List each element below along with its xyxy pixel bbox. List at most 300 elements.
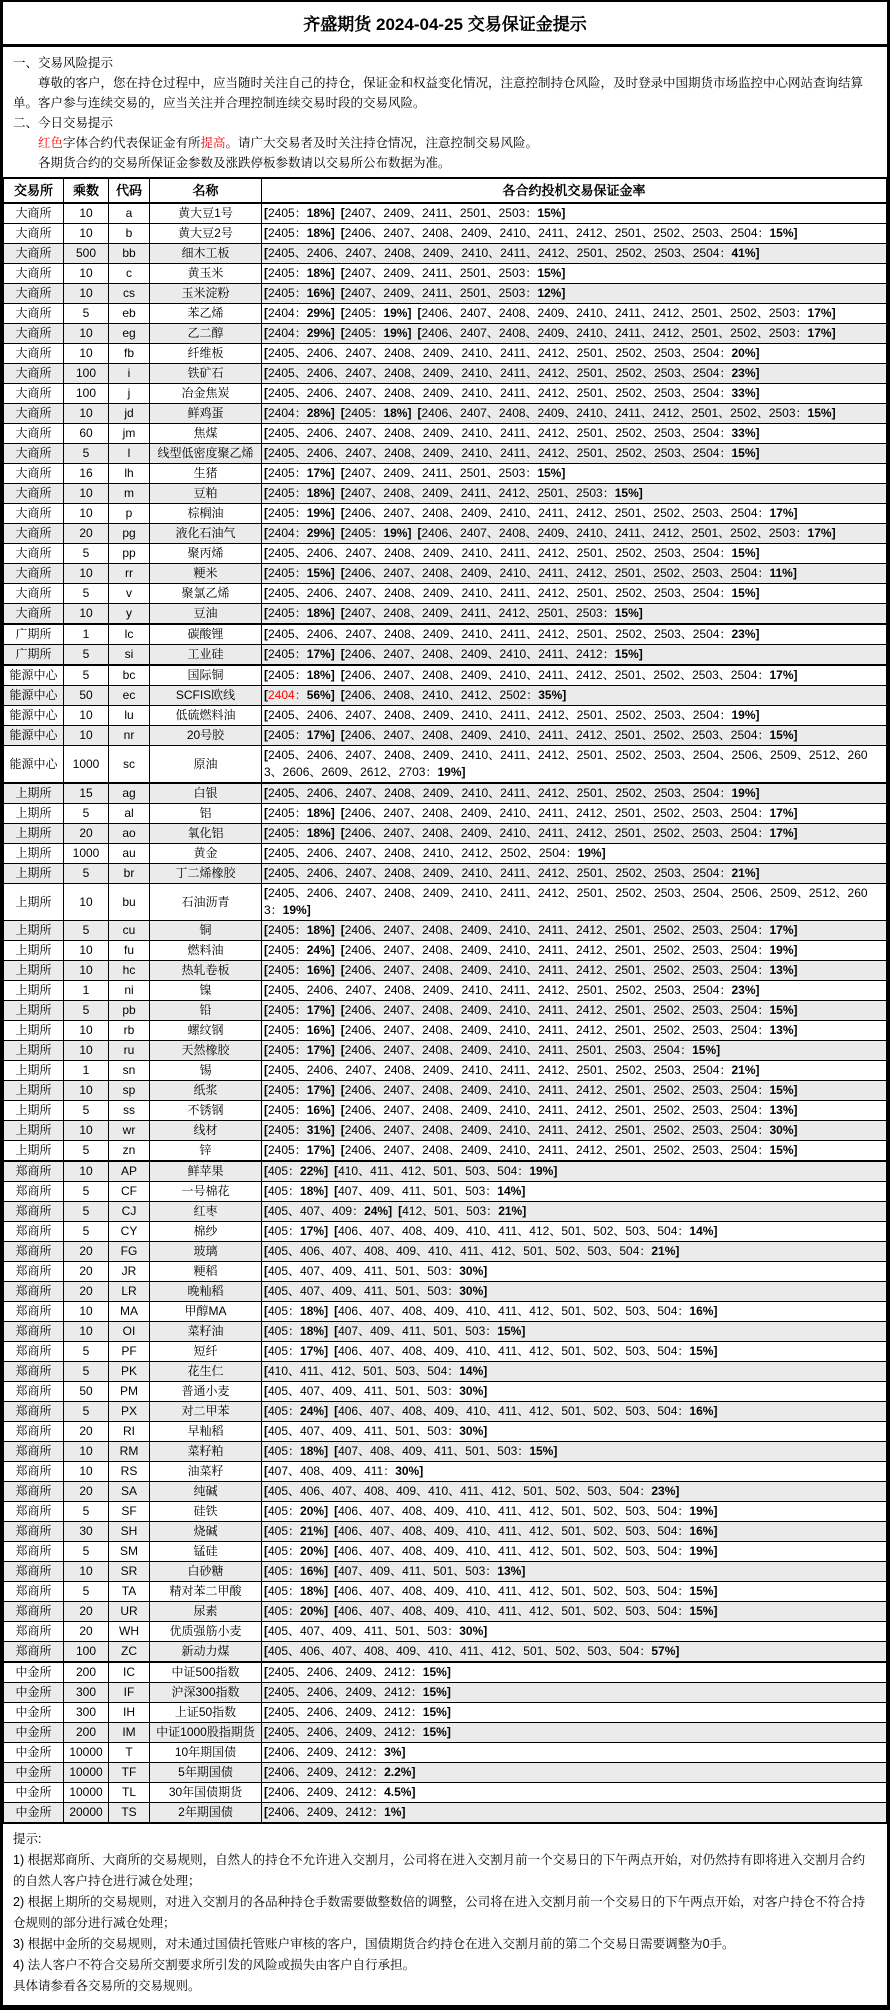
rate-segment: [2407、2409、2411、2501、2503：15%] — [340, 206, 566, 220]
exchange-cell: 上期所 — [4, 1061, 64, 1081]
code-cell: cu — [109, 921, 150, 941]
multiplier-cell: 10 — [64, 961, 109, 981]
rate-segment: [2407、2408、2409、2411、2412、2501、2503：15%] — [340, 606, 643, 620]
name-cell: 线材 — [150, 1121, 262, 1141]
rate-segment: [405：18%] — [264, 1184, 329, 1198]
name-cell: 天然橡胶 — [150, 1041, 262, 1061]
code-cell: TL — [109, 1783, 150, 1803]
margin-rates-cell — [262, 604, 887, 625]
margin-rates-cell — [262, 1382, 887, 1402]
margin-rates-cell — [262, 1703, 887, 1723]
rate-segment: [407、409、411、501、503：13%] — [334, 1564, 526, 1578]
rate-segment: [2405：18%] — [264, 206, 335, 220]
rate-segment: [406、407、408、409、410、411、412、501、502、503、504：15%] — [334, 1604, 718, 1618]
multiplier-cell: 5 — [64, 1001, 109, 1021]
exchange-cell: 郑商所 — [4, 1402, 64, 1422]
multiplier-cell: 50 — [64, 686, 109, 706]
name-cell: 黄玉米 — [150, 264, 262, 284]
rate-segment: [2405：17%] — [264, 647, 335, 661]
rate-segment: [405：20%] — [264, 1504, 329, 1518]
exchange-cell: 郑商所 — [4, 1242, 64, 1262]
rate-segment: [2407、2408、2409、2411、2412、2501、2503：15%] — [340, 486, 643, 500]
margin-row-cu — [4, 921, 887, 941]
margin-rates-cell — [262, 504, 887, 524]
multiplier-cell: 10000 — [64, 1743, 109, 1763]
exchange-cell: 郑商所 — [4, 1482, 64, 1502]
margin-rates-cell — [262, 1442, 887, 1462]
name-cell: 早籼稻 — [150, 1422, 262, 1442]
rate-segment: [407、409、411、501、503：15%] — [334, 1324, 526, 1338]
rate-segment: [2404：29%] — [264, 306, 335, 320]
margin-rates-cell — [262, 1322, 887, 1342]
margin-rates-cell — [262, 404, 887, 424]
code-cell: j — [109, 384, 150, 404]
rate-segment: [2405：18%] — [264, 266, 335, 280]
exchange-cell: 上期所 — [4, 1041, 64, 1061]
margin-rates-cell — [262, 645, 887, 666]
rate-segment: [2405：18%] — [340, 406, 412, 420]
margin-rates-cell — [262, 1562, 887, 1582]
tips-notes — [13, 1850, 877, 1976]
name-cell: 硅铁 — [150, 1502, 262, 1522]
name-cell: 细木工板 — [150, 244, 262, 264]
multiplier-cell: 200 — [64, 1662, 109, 1683]
name-cell: 豆粕 — [150, 484, 262, 504]
code-cell: bc — [109, 665, 150, 686]
exchange-cell: 上期所 — [4, 1121, 64, 1141]
rate-segment: [405：18%] — [264, 1584, 329, 1598]
name-cell: 生猪 — [150, 464, 262, 484]
name-cell: 中证1000股指期货 — [150, 1723, 262, 1743]
code-cell: br — [109, 864, 150, 884]
margin-row-FG — [4, 1242, 887, 1262]
exchange-cell: 上期所 — [4, 783, 64, 804]
name-cell: 碳酸锂 — [150, 624, 262, 645]
margin-rates-cell — [262, 264, 887, 284]
name-cell: 一号棉花 — [150, 1182, 262, 1202]
exchange-cell: 郑商所 — [4, 1442, 64, 1462]
multiplier-cell: 20 — [64, 524, 109, 544]
code-cell: ss — [109, 1101, 150, 1121]
name-cell: 黄大豆2号 — [150, 224, 262, 244]
multiplier-cell: 10 — [64, 1442, 109, 1462]
name-cell: 粳米 — [150, 564, 262, 584]
rate-segment: [2405：31%] — [264, 1123, 335, 1137]
rate-segment: [2405、2406、2407、2408、2409、2410、2411、2412、2501、2502、2503、2504：15%] — [264, 446, 760, 460]
margin-rates-cell — [262, 364, 887, 384]
code-cell: l — [109, 444, 150, 464]
name-cell: 冶金焦炭 — [150, 384, 262, 404]
rate-segment: [2407、2409、2411、2501、2503：15%] — [340, 266, 566, 280]
multiplier-cell: 500 — [64, 244, 109, 264]
code-cell: SH — [109, 1522, 150, 1542]
rate-segment: [2406、2407、2408、2409、2410、2411、2412、2501、2502、2503、2504：30%] — [340, 1123, 798, 1137]
name-cell: 纤维板 — [150, 344, 262, 364]
exchange-cell: 大商所 — [4, 504, 64, 524]
exchange-cell: 上期所 — [4, 804, 64, 824]
rate-segment: [2406、2407、2408、2409、2410、2411、2412：15%] — [340, 647, 643, 661]
rate-segment: [2406、2407、2408、2409、2410、2411、2412、2501、2502、2503、2504：17%] — [340, 506, 798, 520]
rate-segment: [2405：16%] — [264, 286, 335, 300]
exchange-cell: 能源中心 — [4, 686, 64, 706]
code-cell: SM — [109, 1542, 150, 1562]
exchange-cell: 中金所 — [4, 1683, 64, 1703]
margin-row-y — [4, 604, 887, 625]
margin-rates-cell — [262, 1422, 887, 1442]
exchange-cell: 大商所 — [4, 324, 64, 344]
multiplier-cell: 5 — [64, 665, 109, 686]
rate-segment: [2406、2407、2408、2409、2410、2411、2412、2501、2502、2503、2504：17%] — [340, 923, 798, 937]
code-cell: lu — [109, 706, 150, 726]
rate-segment: [2406、2407、2408、2409、2410、2411、2412、2501、2502、2503：17%] — [417, 526, 836, 540]
margin-row-jm — [4, 424, 887, 444]
multiplier-cell: 5 — [64, 1362, 109, 1382]
margin-row-ru — [4, 1041, 887, 1061]
multiplier-cell: 10 — [64, 1322, 109, 1342]
margin-row-pg — [4, 524, 887, 544]
name-cell: 油菜籽 — [150, 1462, 262, 1482]
margin-row-JR — [4, 1262, 887, 1282]
margin-rates-cell — [262, 384, 887, 404]
margin-rates-cell — [262, 1402, 887, 1422]
name-cell: 烧碱 — [150, 1522, 262, 1542]
margin-rates-cell — [262, 344, 887, 364]
name-cell: 精对苯二甲酸 — [150, 1582, 262, 1602]
exchange-cell: 中金所 — [4, 1723, 64, 1743]
margin-row-rr — [4, 564, 887, 584]
margin-rates-cell — [262, 1101, 887, 1121]
margin-row-fb — [4, 344, 887, 364]
exchange-cell: 中金所 — [4, 1662, 64, 1683]
margin-rates-cell — [262, 941, 887, 961]
margin-rates-cell — [262, 1182, 887, 1202]
exchange-cell: 能源中心 — [4, 726, 64, 746]
margin-rates-cell — [262, 824, 887, 844]
exchange-cell: 大商所 — [4, 244, 64, 264]
multiplier-cell: 20000 — [64, 1803, 109, 1824]
margin-row-PF — [4, 1342, 887, 1362]
exchange-cell: 上期所 — [4, 824, 64, 844]
multiplier-cell: 1000 — [64, 844, 109, 864]
name-cell: 丁二烯橡胶 — [150, 864, 262, 884]
name-cell: 短纤 — [150, 1342, 262, 1362]
name-cell: 棕榈油 — [150, 504, 262, 524]
rate-segment: [2407、2409、2411、2501、2503：15%] — [340, 466, 566, 480]
code-cell: sp — [109, 1081, 150, 1101]
margin-row-CY — [4, 1222, 887, 1242]
rate-segment: [405：20%] — [264, 1544, 329, 1558]
margin-row-AP — [4, 1161, 887, 1182]
rate-segment: [2406、2407、2408、2409、2410、2411、2412、2501、2502、2503、2504：13%] — [340, 1103, 798, 1117]
rate-segment: [2405：18%] — [264, 226, 335, 240]
margin-rates-cell — [262, 1803, 887, 1824]
name-cell: 普通小麦 — [150, 1382, 262, 1402]
name-cell: 甲醇MA — [150, 1302, 262, 1322]
margin-row-IF — [4, 1683, 887, 1703]
margin-rates-cell — [262, 1522, 887, 1542]
tips-note-4: 4) 法人客户不符合交易所交割要求所引发的风险或损失由客户自行承担。 — [13, 1958, 416, 1972]
margin-row-cs — [4, 284, 887, 304]
code-cell: pp — [109, 544, 150, 564]
exchange-cell: 上期所 — [4, 1141, 64, 1162]
multiplier-cell: 200 — [64, 1723, 109, 1743]
multiplier-cell: 300 — [64, 1703, 109, 1723]
rate-segment: [2405、2406、2409、2412：15%] — [264, 1665, 451, 1679]
code-cell: a — [109, 203, 150, 224]
name-cell: 聚氯乙烯 — [150, 584, 262, 604]
rate-segment: [412、501、503：21%] — [398, 1204, 527, 1218]
rate-segment: [2406、2407、2408、2409、2410、2411、2412、2501、2502、2503、2504：13%] — [340, 1023, 798, 1037]
tips-note-1: 1) 根据郑商所、大商所的交易规则，自然人的持仓不允许进入交割月，公司将在进入交割月前一个交易日的下午两点开始，对仍然持有即将进入交割月合约的自然人客户持仓进行减仓处理； — [13, 1853, 866, 1888]
multiplier-cell: 10 — [64, 344, 109, 364]
code-cell: sn — [109, 1061, 150, 1081]
multiplier-cell: 10 — [64, 564, 109, 584]
name-cell: 液化石油气 — [150, 524, 262, 544]
rate-segment: [2405：24%] — [264, 943, 335, 957]
margin-rates-cell — [262, 1141, 887, 1162]
margin-row-ni — [4, 981, 887, 1001]
multiplier-cell: 20 — [64, 1262, 109, 1282]
rate-segment: [2405、2406、2407、2408、2409、2410、2411、2412、2501、2502、2503、2504：23%] — [264, 366, 760, 380]
code-cell: CF — [109, 1182, 150, 1202]
margin-rates-cell — [262, 1362, 887, 1382]
margin-row-bu — [4, 884, 887, 921]
code-cell: bu — [109, 884, 150, 921]
margin-rates-cell — [262, 1242, 887, 1262]
code-cell: au — [109, 844, 150, 864]
margin-row-CJ — [4, 1202, 887, 1222]
tips-closing: 具体请参看各交易所的交易规则。 — [13, 1979, 201, 1993]
multiplier-cell: 10 — [64, 324, 109, 344]
margin-rates-cell — [262, 1582, 887, 1602]
rate-segment: [2405、2406、2407、2408、2409、2410、2411、2412、2501、2502、2503、2504：21%] — [264, 1063, 760, 1077]
code-cell: jm — [109, 424, 150, 444]
multiplier-cell: 10 — [64, 604, 109, 625]
margin-row-eg — [4, 324, 887, 344]
multiplier-cell: 10 — [64, 1021, 109, 1041]
rate-segment: [406、407、408、409、410、411、412、501、502、503、504：19%] — [334, 1504, 718, 1518]
rate-segment: [406、407、408、409、410、411、412、501、502、503、504：16%] — [334, 1524, 718, 1538]
margin-row-IC — [4, 1662, 887, 1683]
code-cell: T — [109, 1743, 150, 1763]
code-cell: fb — [109, 344, 150, 364]
rate-segment: [405、406、407、408、409、410、411、412、501、502、503、504：21%] — [264, 1244, 680, 1258]
multiplier-cell: 5 — [64, 304, 109, 324]
rate-segment: [2405：15%] — [264, 566, 335, 580]
code-cell: rb — [109, 1021, 150, 1041]
name-cell: 铝 — [150, 804, 262, 824]
rate-segment: [2406、2407、2408、2409、2410、2411、2412、2501、2502、2503、2504：15%] — [340, 728, 798, 742]
rate-segment: [2404：29%] — [264, 326, 335, 340]
margin-row-RS — [4, 1462, 887, 1482]
rate-segment: [2405：19%] — [264, 506, 335, 520]
rate-segment: [406、407、408、409、410、411、412、501、502、503、504：16%] — [334, 1304, 718, 1318]
name-cell: 原油 — [150, 746, 262, 784]
margin-rates-cell — [262, 921, 887, 941]
name-cell: 新动力煤 — [150, 1642, 262, 1663]
margin-row-PK — [4, 1362, 887, 1382]
rate-segment: [405：18%] — [264, 1304, 329, 1318]
multiplier-cell: 5 — [64, 804, 109, 824]
exchange-cell: 大商所 — [4, 304, 64, 324]
rate-segment: [2405、2406、2409、2412：15%] — [264, 1685, 451, 1699]
multiplier-cell: 10000 — [64, 1763, 109, 1783]
margin-rates-cell — [262, 564, 887, 584]
name-cell: 螺纹钢 — [150, 1021, 262, 1041]
exchange-cell: 大商所 — [4, 203, 64, 224]
exchange-cell: 大商所 — [4, 224, 64, 244]
tips-heading: 提示: — [13, 1832, 42, 1846]
margin-rates-cell — [262, 1502, 887, 1522]
column-header-3: 名称 — [150, 178, 262, 203]
exchange-cell: 上期所 — [4, 1101, 64, 1121]
exchange-cell: 上期所 — [4, 961, 64, 981]
rate-segment: [2405、2406、2407、2408、2409、2410、2411、2412、2501、2502、2503、2504：33%] — [264, 426, 760, 440]
multiplier-cell: 20 — [64, 1602, 109, 1622]
exchange-cell: 广期所 — [4, 645, 64, 666]
multiplier-cell: 20 — [64, 1282, 109, 1302]
multiplier-cell: 5 — [64, 584, 109, 604]
multiplier-cell: 5 — [64, 864, 109, 884]
exchange-cell: 大商所 — [4, 604, 64, 625]
margin-row-SM — [4, 1542, 887, 1562]
multiplier-cell: 60 — [64, 424, 109, 444]
rate-segment: [2404：56%] — [264, 688, 335, 702]
margin-row-sp — [4, 1081, 887, 1101]
rate-segment: [2405、2406、2409、2412：15%] — [264, 1725, 451, 1739]
rate-segment: [2404：28%] — [264, 406, 335, 420]
name-cell: 菜籽粕 — [150, 1442, 262, 1462]
multiplier-cell: 10 — [64, 284, 109, 304]
name-cell: SCFIS欧线 — [150, 686, 262, 706]
code-cell: SR — [109, 1562, 150, 1582]
params-note-paragraph: 各期货合约的交易所保证金参数及涨跌停板参数请以交易所公布数据为准。 — [38, 156, 451, 170]
code-cell: c — [109, 264, 150, 284]
rate-segment: [2406、2407、2408、2409、2410、2411、2412、2501、2502、2503、2504：11%] — [340, 566, 797, 580]
margin-row-ZC — [4, 1642, 887, 1663]
margin-rates-cell — [262, 1462, 887, 1482]
rate-segment: [2407、2409、2411、2501、2503：12%] — [340, 286, 566, 300]
multiplier-cell: 5 — [64, 1402, 109, 1422]
name-cell: 石油沥青 — [150, 884, 262, 921]
margin-row-lc — [4, 624, 887, 645]
multiplier-cell: 300 — [64, 1683, 109, 1703]
margin-row-fu — [4, 941, 887, 961]
name-cell: 热轧卷板 — [150, 961, 262, 981]
margin-rates-cell — [262, 444, 887, 464]
rate-segment: [405、407、409、411、501、503：30%] — [264, 1384, 488, 1398]
rate-segment: [406、407、408、409、410、411、412、501、502、503、504：19%] — [334, 1544, 718, 1558]
code-cell: ag — [109, 783, 150, 804]
rate-segment: [2405：18%] — [264, 806, 335, 820]
column-header-4: 各合约投机交易保证金率 — [262, 178, 887, 203]
exchange-cell: 郑商所 — [4, 1562, 64, 1582]
margin-rates-cell — [262, 1001, 887, 1021]
today-paragraph — [13, 133, 877, 153]
multiplier-cell: 10 — [64, 1462, 109, 1482]
rate-segment: [405、407、409、411、501、503：30%] — [264, 1264, 488, 1278]
exchange-cell: 上期所 — [4, 1021, 64, 1041]
exchange-cell: 大商所 — [4, 484, 64, 504]
code-cell: ZC — [109, 1642, 150, 1663]
rate-segment: [2405：17%] — [264, 466, 335, 480]
margin-rates-cell — [262, 1262, 887, 1282]
margin-rates-cell — [262, 706, 887, 726]
margin-rates-cell — [262, 746, 887, 784]
code-cell: TA — [109, 1582, 150, 1602]
margin-row-v — [4, 584, 887, 604]
name-cell: 晚籼稻 — [150, 1282, 262, 1302]
red-word-hongse: 红色 — [38, 136, 64, 150]
margin-row-al — [4, 804, 887, 824]
name-cell: 中证500指数 — [150, 1662, 262, 1683]
margin-rates-cell — [262, 324, 887, 344]
margin-row-SR — [4, 1562, 887, 1582]
multiplier-cell: 20 — [64, 1422, 109, 1442]
rate-segment: [2406、2407、2408、2409、2410、2411、2412、2501、2502、2503、2504：13%] — [340, 963, 798, 977]
multiplier-cell: 10 — [64, 224, 109, 244]
code-cell: LR — [109, 1282, 150, 1302]
multiplier-cell: 5 — [64, 645, 109, 666]
table-header-row — [4, 178, 887, 203]
code-cell: ru — [109, 1041, 150, 1061]
margin-row-IM — [4, 1723, 887, 1743]
margin-rates-cell — [262, 224, 887, 244]
multiplier-cell: 10 — [64, 484, 109, 504]
code-cell: PF — [109, 1342, 150, 1362]
margin-rates-cell — [262, 1121, 887, 1141]
multiplier-cell: 1 — [64, 981, 109, 1001]
code-cell: UR — [109, 1602, 150, 1622]
name-cell: 20号胶 — [150, 726, 262, 746]
multiplier-cell: 10 — [64, 1081, 109, 1101]
multiplier-cell: 5 — [64, 1202, 109, 1222]
today-mid-text: 字体合约代表保证金有所 — [63, 136, 201, 150]
code-cell: RI — [109, 1422, 150, 1442]
exchange-cell: 大商所 — [4, 584, 64, 604]
exchange-cell: 上期所 — [4, 1081, 64, 1101]
multiplier-cell: 20 — [64, 1242, 109, 1262]
margin-rates-cell — [262, 1202, 887, 1222]
margin-rates-cell — [262, 864, 887, 884]
rate-segment: [406、407、408、409、410、411、412、501、502、503、504：15%] — [334, 1344, 718, 1358]
margin-row-a — [4, 203, 887, 224]
rate-segment: [2405、2406、2407、2408、2409、2410、2411、2412、2501、2502、2503、2504：33%] — [264, 386, 760, 400]
margin-row-UR — [4, 1602, 887, 1622]
rate-segment: [2406、2407、2408、2409、2410、2411、2412、2501、2502、2503：17%] — [417, 326, 836, 340]
code-cell: FG — [109, 1242, 150, 1262]
rate-segment: [2405：16%] — [264, 963, 335, 977]
multiplier-cell: 5 — [64, 1582, 109, 1602]
multiplier-cell: 15 — [64, 783, 109, 804]
rate-segment: [2406、2409、2412：2.2%] — [264, 1765, 416, 1779]
exchange-cell: 郑商所 — [4, 1262, 64, 1282]
multiplier-cell: 5 — [64, 1182, 109, 1202]
multiplier-cell: 10 — [64, 706, 109, 726]
multiplier-cell: 10 — [64, 1302, 109, 1322]
exchange-cell: 上期所 — [4, 844, 64, 864]
multiplier-cell: 20 — [64, 1622, 109, 1642]
exchange-cell: 中金所 — [4, 1763, 64, 1783]
code-cell: eg — [109, 324, 150, 344]
name-cell: 尿素 — [150, 1602, 262, 1622]
name-cell: 镍 — [150, 981, 262, 1001]
rate-segment: [2405：17%] — [264, 1083, 335, 1097]
name-cell: 锡 — [150, 1061, 262, 1081]
name-cell: 锌 — [150, 1141, 262, 1162]
name-cell: 棉纱 — [150, 1222, 262, 1242]
margin-rates-cell — [262, 1602, 887, 1622]
